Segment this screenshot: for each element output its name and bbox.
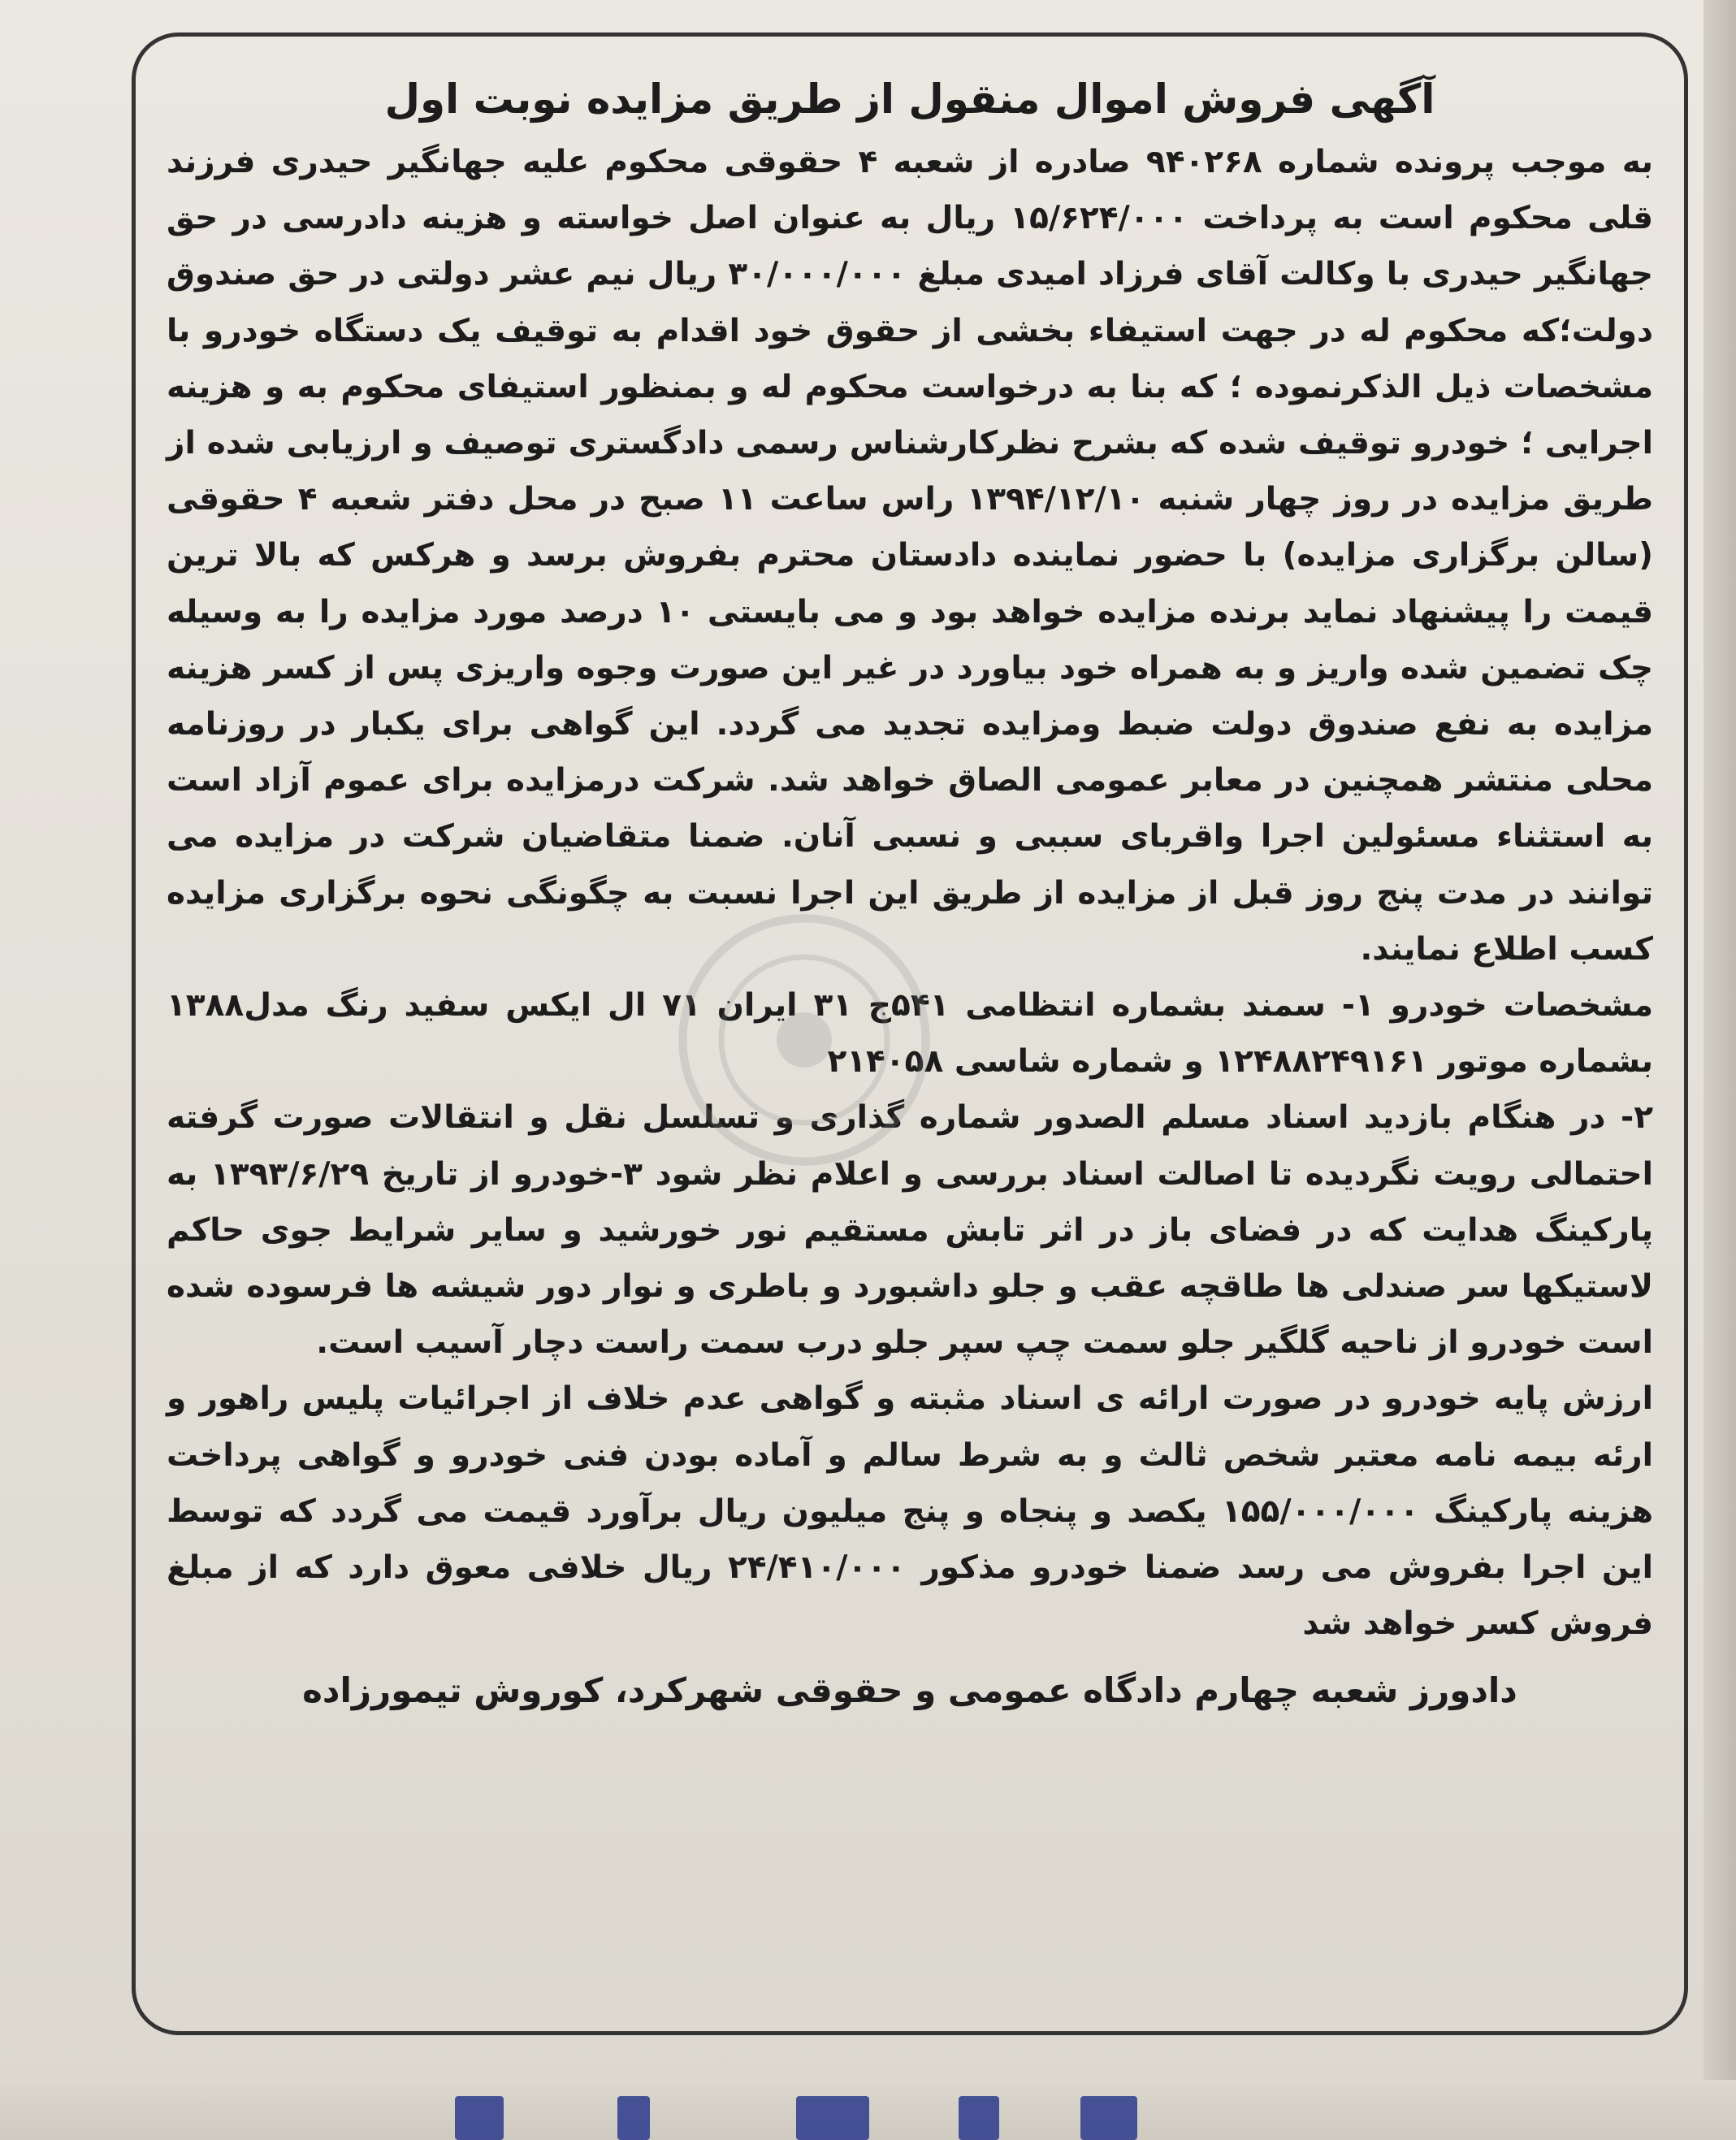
cropped-print-mark bbox=[796, 2096, 869, 2140]
cropped-print-mark bbox=[455, 2096, 504, 2140]
cropped-print-mark bbox=[1080, 2096, 1137, 2140]
adjacent-column-edge bbox=[1704, 0, 1736, 2140]
notice-body bbox=[167, 134, 1653, 1652]
notice-signature: دادورز شعبه چهارم دادگاه عمومی و حقوقی شهرکرد، کوروش تیمورزاده bbox=[302, 1670, 1517, 1711]
notice-paragraph-vehicle-specs: مشخصات خودرو ۱- سمند بشماره انتظامی ۵۴۱ج ۳۱ ایران ۷۱ ال ایکس سفید رنگ مدل۱۳۸۸ بشماره موتور ۱۲۴۸۸۲۴۹۱۶۱ و شماره شاسی ۲۱۴۰۵۸ bbox=[167, 987, 1653, 1081]
cropped-print-mark bbox=[959, 2096, 999, 2140]
auction-notice-box bbox=[132, 32, 1688, 2035]
notice-paragraph-main: به موجب پرونده شماره ۹۴۰۲۶۸ صادره از شعبه ۴ حقوقی محکوم علیه جهانگیر حیدری فرزند قلی محکوم است به پرداخت ۱۵/۶۲۴/۰۰۰ ریال به عنوان اصل خواسته و هزینه دادرسی در حق جهانگیر حیدری با وکالت آقای فرزاد امیدی مبلغ ۳۰/۰۰۰/۰۰۰ ریال نیم عشر دولتی در حق صندوق دولت؛که محکوم له در جهت استیفاء بخشی از حقوق خود اقدام به توقیف یک دستگاه خودرو با مشخصات ذیل الذکرنموده ؛ که بنا به درخواست محکوم له و بمنظور استیفای محکوم به و هزینه اجرایی ؛ خودرو توقیف شده که بشرح نظرکارشناس رسمی دادگستری توصیف و ارزیابی شده از طریق مزایده در روز چهار شنبه ۱۳۹۴/۱۲/۱۰ راس ساعت ۱۱ صبح در محل دفتر شعبه ۴ حقوقی (سالن برگزاری مزایده) با حضور نماینده دادستان محترم بفروش برسد و هرکس که بالا ترین قیمت را پیشنهاد نماید برنده مزایده خواهد بود و می بایستی ۱۰ درصد مورد مزایده را به وسیله چک تضمین شده واریز و به همراه خود بیاورد در غیر این صورت وجوه واریزی پس از کسر هزینه مزایده به نفع صندوق دولت ضبط ومزایده تجدید می گردد. این گواهی برای یکبار در روزنامه محلی منتشر همچنین در معابر عمومی الصاق خواهد شد. شرکت درمزایده برای عموم آزاد است به استثناء مسئولین اجرا واقربای سببی و نسبی آنان. ضمنا متقاضیان شرکت در مزایده می توانند در مدت پنج روز قبل از مزایده از طریق این اجرا نسبت به چگونگی نحوه برگزاری مزایده کسب اطلاع نمایند. bbox=[167, 144, 1654, 968]
cropped-print-mark bbox=[617, 2096, 650, 2140]
notice-title: آگهی فروش اموال منقول از طریق مزایده نوبت اول bbox=[384, 76, 1435, 123]
notice-paragraph-base-value: ارزش پایه خودرو در صورت ارائه ی اسناد مثبته و گواهی عدم خلاف از اجرائیات پلیس راهور و ارئه بیمه نامه معتبر شخص ثالث و به شرط سالم و آماده بودن فنی خودرو و گواهی پرداخت هزینه پارکینگ ۱۵۵/۰۰۰/۰۰۰ یکصد و پنجاه و پنج میلیون ریال برآورد قیمت می گردد که توسط این اجرا بفروش می رسد ضمنا خودرو مذکور ۲۴/۴۱۰/۰۰۰ ریال خلافی معوق دارد که از مبلغ فروش کسر خواهد شد bbox=[167, 1380, 1653, 1643]
notice-paragraph-condition: ۲- در هنگام بازدید اسناد مسلم الصدور شماره گذاری و تسلسل نقل و انتقالات صورت گرفته احتمالی رویت نگردیده تا اصالت اسناد بررسی و اعلام نظر شود ۳-خودرو از تاریخ ۱۳۹۳/۶/۲۹ به پارکینگ هدایت که در فضای باز در اثر تابش مستقیم نور خورشید و سایر شرایط جوی حاکم لاستیکها سر صندلی ها طاقچه عقب و جلو داشبورد و باطری و نوار دور شیشه ها فرسوده شده است خودرو از ناحیه گلگیر جلو سمت چپ سپر جلو درب سمت راست دچار آسیب است. bbox=[167, 1099, 1653, 1362]
